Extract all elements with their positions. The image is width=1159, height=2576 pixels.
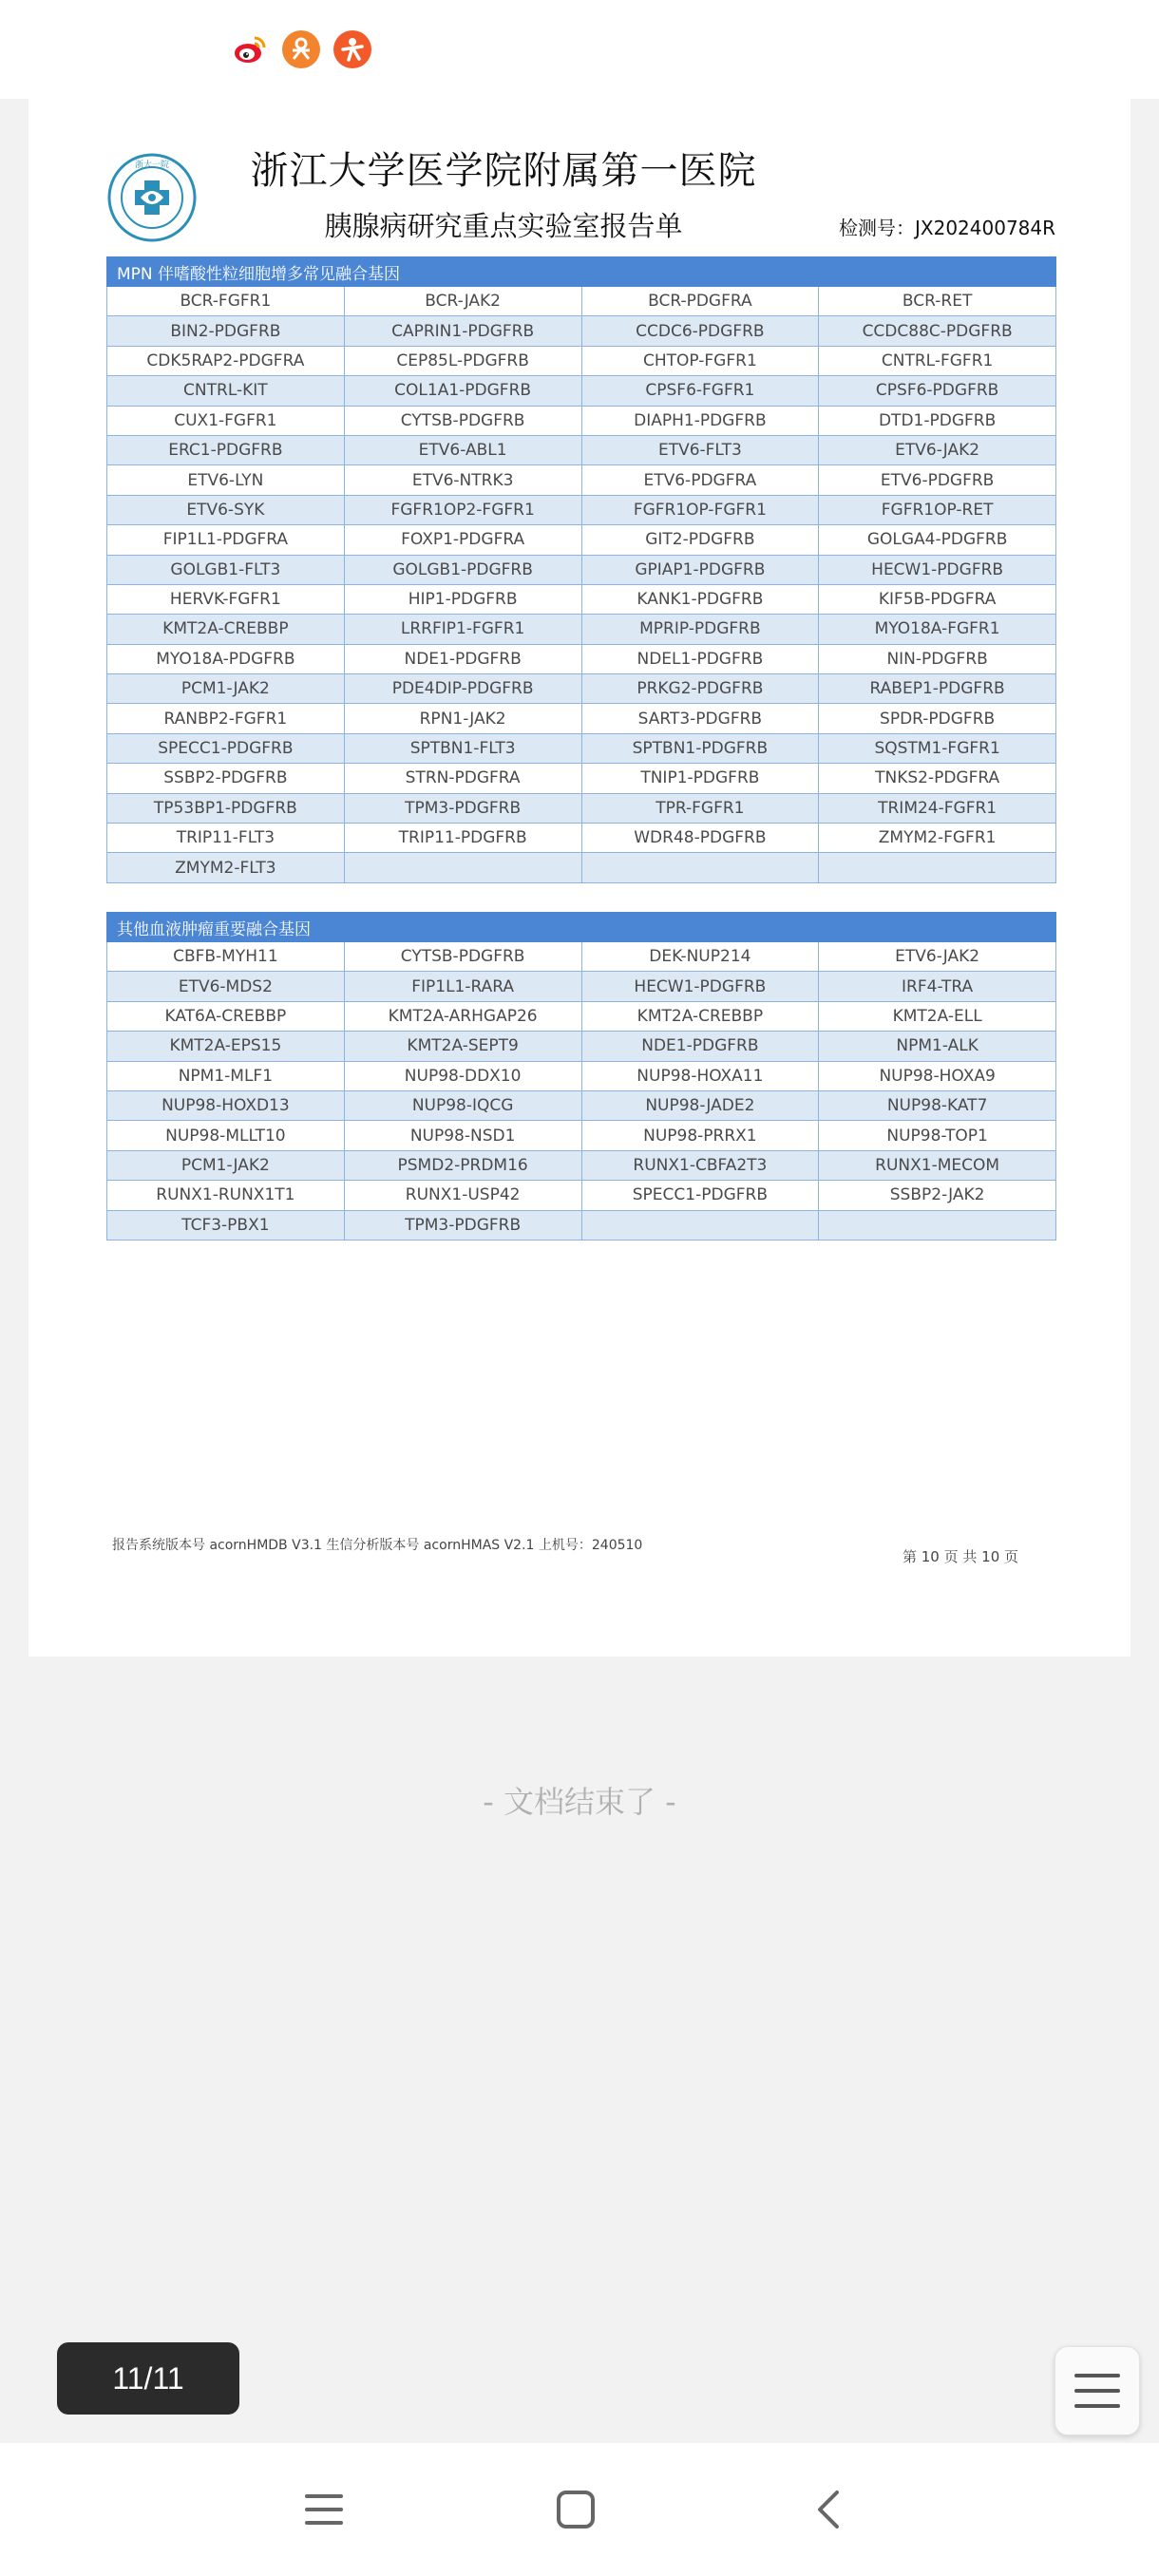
gene-cell: TNIP1-PDGFRB bbox=[581, 764, 819, 793]
page-number: 第 10 页 共 10 页 bbox=[902, 1548, 1019, 1565]
gene-cell: ETV6-PDGFRB bbox=[819, 465, 1056, 495]
gene-cell: KMT2A-CREBBP bbox=[107, 615, 345, 644]
table-row bbox=[107, 704, 1056, 733]
gene-cell: NPM1-ALK bbox=[819, 1032, 1056, 1061]
table-row bbox=[107, 1090, 1056, 1120]
table-row bbox=[107, 1001, 1056, 1031]
gene-cell: ETV6-FLT3 bbox=[581, 435, 819, 464]
gene-cell: MYO18A-PDGFRB bbox=[107, 644, 345, 673]
system-nav-bar bbox=[0, 2443, 1159, 2576]
gene-cell: KMT2A-EPS15 bbox=[107, 1032, 345, 1061]
table-row bbox=[107, 793, 1056, 823]
gene-cell: KMT2A-ARHGAP26 bbox=[344, 1001, 581, 1031]
other-fusion-gene-table bbox=[106, 912, 1056, 1241]
table-row bbox=[107, 644, 1056, 673]
gene-cell bbox=[581, 1210, 819, 1240]
gene-cell: LRRFIP1-FGFR1 bbox=[344, 615, 581, 644]
report-title: 胰腺病研究重点实验室报告单 bbox=[324, 210, 683, 242]
gene-cell: ETV6-MDS2 bbox=[107, 972, 345, 1001]
gene-cell: BIN2-PDGFRB bbox=[107, 316, 345, 346]
gene-cell: TRIP11-FLT3 bbox=[107, 824, 345, 853]
gene-cell: TPM3-PDGFRB bbox=[344, 793, 581, 823]
table-row bbox=[107, 316, 1056, 346]
gene-cell bbox=[819, 1210, 1056, 1240]
gene-cell: NPM1-MLF1 bbox=[107, 1061, 345, 1090]
table-row bbox=[107, 1121, 1056, 1150]
gene-cell: BCR-RET bbox=[819, 287, 1056, 316]
gene-cell: NUP98-KAT7 bbox=[819, 1090, 1056, 1120]
gene-cell: ETV6-JAK2 bbox=[819, 942, 1056, 972]
table-row bbox=[107, 972, 1056, 1001]
gene-cell: RUNX1-CBFA2T3 bbox=[581, 1150, 819, 1180]
gene-cell: CNTRL-FGFR1 bbox=[819, 346, 1056, 375]
gene-cell: GPIAP1-PDGFRB bbox=[581, 555, 819, 584]
gene-cell: CCDC6-PDGFRB bbox=[581, 316, 819, 346]
table-row bbox=[107, 1032, 1056, 1061]
gene-cell: ETV6-LYN bbox=[107, 465, 345, 495]
gene-cell: KMT2A-CREBBP bbox=[581, 1001, 819, 1031]
gene-cell: BCR-JAK2 bbox=[344, 287, 581, 316]
gene-cell: GIT2-PDGFRB bbox=[581, 525, 819, 555]
table-row bbox=[107, 555, 1056, 584]
share-app-icon[interactable] bbox=[333, 30, 371, 68]
table-row bbox=[107, 376, 1056, 406]
gene-cell: NUP98-HOXD13 bbox=[107, 1090, 345, 1120]
share-bar bbox=[0, 0, 1159, 99]
gene-cell: SART3-PDGFRB bbox=[581, 704, 819, 733]
table-row bbox=[107, 406, 1056, 435]
gene-cell bbox=[344, 853, 581, 882]
gene-cell: SPDR-PDGFRB bbox=[819, 704, 1056, 733]
table-row bbox=[107, 942, 1056, 972]
gene-cell bbox=[819, 853, 1056, 882]
gene-cell: SPTBN1-PDGFRB bbox=[581, 733, 819, 763]
table-row bbox=[107, 674, 1056, 704]
weibo-icon[interactable] bbox=[230, 30, 268, 68]
gene-cell: CDK5RAP2-PDGFRA bbox=[107, 346, 345, 375]
gene-cell: CNTRL-KIT bbox=[107, 376, 345, 406]
gene-cell: SSBP2-PDGFRB bbox=[107, 764, 345, 793]
gene-cell: CBFB-MYH11 bbox=[107, 942, 345, 972]
test-id: 检测号：JX202400784R bbox=[839, 217, 1056, 239]
gene-cell: NUP98-DDX10 bbox=[344, 1061, 581, 1090]
gene-cell: TRIP11-PDGFRB bbox=[344, 824, 581, 853]
gene-cell: NUP98-MLLT10 bbox=[107, 1121, 345, 1150]
gene-cell: KMT2A-ELL bbox=[819, 1001, 1056, 1031]
gene-cell: CPSF6-FGFR1 bbox=[581, 376, 819, 406]
hospital-name: 浙江大学医学院附属第一医院 bbox=[250, 149, 757, 193]
table-row bbox=[107, 733, 1056, 763]
gene-cell: PSMD2-PRDM16 bbox=[344, 1150, 581, 1180]
hamburger-icon bbox=[1073, 2370, 1122, 2412]
home-button[interactable] bbox=[547, 2481, 604, 2538]
logo-text: 浙大一院 bbox=[134, 161, 170, 170]
gene-cell: SQSTM1-FGFR1 bbox=[819, 733, 1056, 763]
gene-cell: RPN1-JAK2 bbox=[344, 704, 581, 733]
gene-cell: FGFR1OP-FGFR1 bbox=[581, 495, 819, 524]
table-row bbox=[107, 615, 1056, 644]
gene-cell: PCM1-JAK2 bbox=[107, 1150, 345, 1180]
gene-cell: RUNX1-USP42 bbox=[344, 1181, 581, 1210]
table-row bbox=[107, 346, 1056, 375]
gene-cell: GOLGA4-PDGFRB bbox=[819, 525, 1056, 555]
gene-cell: ZMYM2-FLT3 bbox=[107, 853, 345, 882]
table-row bbox=[107, 584, 1056, 614]
gene-cell: COL1A1-PDGFRB bbox=[344, 376, 581, 406]
gene-cell: WDR48-PDGFRB bbox=[581, 824, 819, 853]
version-info: 报告系统版本号 acornHMDB V3.1 生信分析版本号 acornHMAS V2.1 上机号：240510 bbox=[112, 1538, 643, 1553]
gene-cell: RABEP1-PDGFRB bbox=[819, 674, 1056, 704]
gene-cell: ETV6-PDGFRA bbox=[581, 465, 819, 495]
gene-cell: NDE1-PDGFRB bbox=[344, 644, 581, 673]
gene-cell: STRN-PDGFRA bbox=[344, 764, 581, 793]
gene-cell: CCDC88C-PDGFRB bbox=[819, 316, 1056, 346]
gene-cell: CYTSB-PDGFRB bbox=[344, 406, 581, 435]
gene-cell: CUX1-FGFR1 bbox=[107, 406, 345, 435]
gene-cell: ETV6-NTRK3 bbox=[344, 465, 581, 495]
page-indicator[interactable]: 11/11 bbox=[57, 2342, 239, 2415]
gene-cell: SPECC1-PDGFRB bbox=[581, 1181, 819, 1210]
gene-cell: BCR-FGFR1 bbox=[107, 287, 345, 316]
gene-cell: CEP85L-PDGFRB bbox=[344, 346, 581, 375]
mpn-fusion-gene-table bbox=[106, 256, 1056, 883]
gene-cell: FOXP1-PDGFRA bbox=[344, 525, 581, 555]
gene-cell: SPTBN1-FLT3 bbox=[344, 733, 581, 763]
gene-cell: HIP1-PDGFRB bbox=[344, 584, 581, 614]
gene-cell: KIF5B-PDGFRA bbox=[819, 584, 1056, 614]
table-title: 其他血液肿瘤重要融合基因 bbox=[107, 913, 1056, 942]
gene-cell: NUP98-IQCG bbox=[344, 1090, 581, 1120]
table-row bbox=[107, 435, 1056, 464]
gene-cell: NUP98-HOXA9 bbox=[819, 1061, 1056, 1090]
gene-cell: ETV6-SYK bbox=[107, 495, 345, 524]
gene-cell: PDE4DIP-PDGFRB bbox=[344, 674, 581, 704]
gene-cell: NUP98-JADE2 bbox=[581, 1090, 819, 1120]
table-row bbox=[107, 525, 1056, 555]
chevron-left-icon bbox=[810, 2489, 848, 2530]
document-end-text: - 文档结束了 - bbox=[483, 1784, 676, 1820]
gene-cell: HECW1-PDGFRB bbox=[819, 555, 1056, 584]
table-row bbox=[107, 287, 1056, 316]
gene-cell: CAPRIN1-PDGFRB bbox=[344, 316, 581, 346]
gene-cell: KMT2A-SEPT9 bbox=[344, 1032, 581, 1061]
square-home-icon bbox=[555, 2489, 597, 2530]
gene-cell: ZMYM2-FGFR1 bbox=[819, 824, 1056, 853]
gene-cell: ERC1-PDGFRB bbox=[107, 435, 345, 464]
gene-cell: TPM3-PDGFRB bbox=[344, 1210, 581, 1240]
gene-cell: GOLGB1-PDGFRB bbox=[344, 555, 581, 584]
gene-cell: TP53BP1-PDGFRB bbox=[107, 793, 345, 823]
gene-cell: DTD1-PDGFRB bbox=[819, 406, 1056, 435]
table-row bbox=[107, 1150, 1056, 1180]
gene-cell: RANBP2-FGFR1 bbox=[107, 704, 345, 733]
qzone-icon[interactable] bbox=[282, 30, 320, 68]
back-button[interactable] bbox=[801, 2481, 858, 2538]
gene-cell: BCR-PDGFRA bbox=[581, 287, 819, 316]
gene-cell: ETV6-ABL1 bbox=[344, 435, 581, 464]
menu-lines-icon bbox=[303, 2491, 345, 2529]
gene-cell: IRF4-TRA bbox=[819, 972, 1056, 1001]
gene-cell: DIAPH1-PDGFRB bbox=[581, 406, 819, 435]
recent-apps-button[interactable] bbox=[295, 2481, 352, 2538]
gene-cell: TNKS2-PDGFRA bbox=[819, 764, 1056, 793]
document-page bbox=[28, 99, 1130, 1657]
gene-cell: NUP98-HOXA11 bbox=[581, 1061, 819, 1090]
gene-cell: RUNX1-MECOM bbox=[819, 1150, 1056, 1180]
gene-cell: MPRIP-PDGFRB bbox=[581, 615, 819, 644]
gene-cell: FIP1L1-PDGFRA bbox=[107, 525, 345, 555]
gene-cell: FGFR1OP-RET bbox=[819, 495, 1056, 524]
table-row bbox=[107, 495, 1056, 524]
gene-cell: KANK1-PDGFRB bbox=[581, 584, 819, 614]
gene-cell: NIN-PDGFRB bbox=[819, 644, 1056, 673]
gene-cell: NDE1-PDGFRB bbox=[581, 1032, 819, 1061]
gene-cell: TRIM24-FGFR1 bbox=[819, 793, 1056, 823]
gene-cell: PCM1-JAK2 bbox=[107, 674, 345, 704]
gene-cell: NUP98-PRRX1 bbox=[581, 1121, 819, 1150]
gene-cell: GOLGB1-FLT3 bbox=[107, 555, 345, 584]
menu-button[interactable] bbox=[1054, 2346, 1140, 2435]
gene-cell: MYO18A-FGFR1 bbox=[819, 615, 1056, 644]
gene-cell: CYTSB-PDGFRB bbox=[344, 942, 581, 972]
gene-cell: RUNX1-RUNX1T1 bbox=[107, 1181, 345, 1210]
gene-cell: HERVK-FGFR1 bbox=[107, 584, 345, 614]
table-row bbox=[107, 465, 1056, 495]
table-row bbox=[107, 1181, 1056, 1210]
gene-cell: SSBP2-JAK2 bbox=[819, 1181, 1056, 1210]
gene-cell: NDEL1-PDGFRB bbox=[581, 644, 819, 673]
gene-cell: NUP98-NSD1 bbox=[344, 1121, 581, 1150]
table-row bbox=[107, 853, 1056, 882]
gene-cell: ETV6-JAK2 bbox=[819, 435, 1056, 464]
gene-cell: SPECC1-PDGFRB bbox=[107, 733, 345, 763]
gene-cell: TCF3-PBX1 bbox=[107, 1210, 345, 1240]
table-row bbox=[107, 764, 1056, 793]
gene-cell: FGFR1OP2-FGFR1 bbox=[344, 495, 581, 524]
gene-cell: NUP98-TOP1 bbox=[819, 1121, 1056, 1150]
gene-cell bbox=[581, 853, 819, 882]
table-row bbox=[107, 824, 1056, 853]
table-row bbox=[107, 1210, 1056, 1240]
gene-cell: CHTOP-FGFR1 bbox=[581, 346, 819, 375]
gene-cell: CPSF6-PDGFRB bbox=[819, 376, 1056, 406]
gene-cell: PRKG2-PDGFRB bbox=[581, 674, 819, 704]
table-row bbox=[107, 1061, 1056, 1090]
hospital-logo bbox=[106, 152, 198, 243]
gene-cell: KAT6A-CREBBP bbox=[107, 1001, 345, 1031]
gene-cell: FIP1L1-RARA bbox=[344, 972, 581, 1001]
gene-cell: HECW1-PDGFRB bbox=[581, 972, 819, 1001]
table-title: MPN 伴嗜酸性粒细胞增多常见融合基因 bbox=[107, 257, 1056, 287]
gene-cell: DEK-NUP214 bbox=[581, 942, 819, 972]
gene-cell: TPR-FGFR1 bbox=[581, 793, 819, 823]
